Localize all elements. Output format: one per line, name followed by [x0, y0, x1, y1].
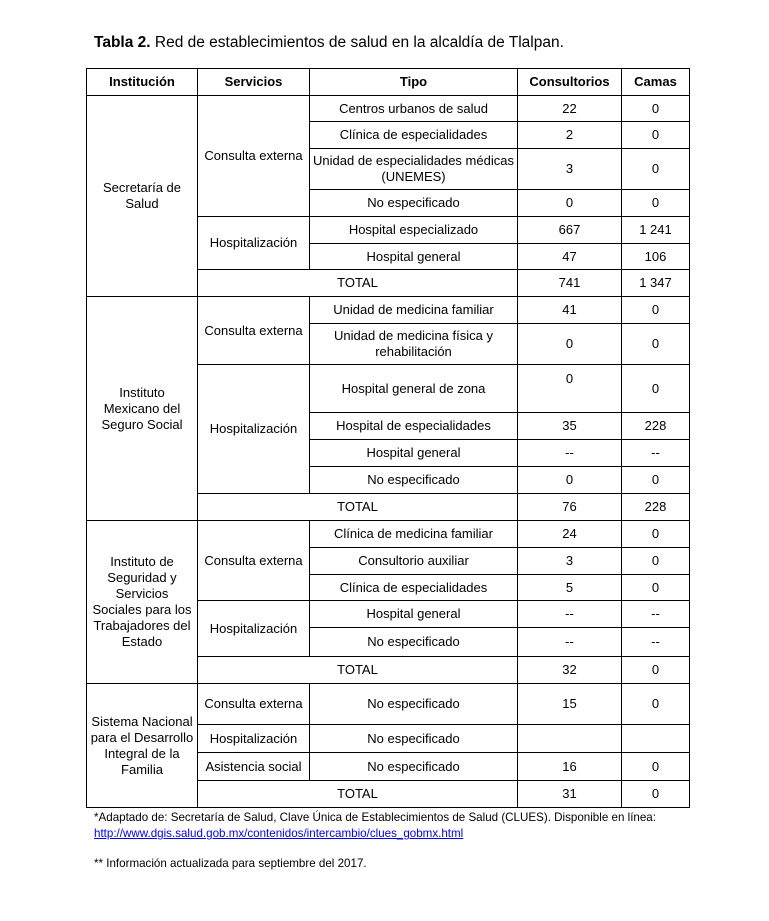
total-label: TOTAL: [198, 657, 518, 684]
total-camas: 0: [622, 657, 690, 684]
camas-cell: 0: [622, 149, 690, 190]
camas-cell: --: [622, 628, 690, 657]
tipo-cell: Clínica de especialidades: [310, 122, 518, 149]
source-text: *Adaptado de: Secretaría de Salud, Clave Única de Establecimientos de Salud (CLUES). Disponible en línea:: [94, 811, 656, 824]
institution-ssa: Secretaría de Salud: [87, 96, 198, 297]
tipo-cell: Unidad de especialidades médicas (UNEMES): [310, 149, 518, 190]
total-consultorios: 31: [518, 781, 622, 808]
service-hosp-ssa: Hospitalización: [198, 217, 310, 270]
tipo-cell: No especificado: [310, 684, 518, 725]
camas-cell: 0: [622, 684, 690, 725]
tipo-cell: Hospital general: [310, 440, 518, 467]
camas-cell: 0: [622, 190, 690, 217]
tipo-cell: Clínica de medicina familiar: [310, 521, 518, 548]
service-consulta-issste: Consulta externa: [198, 521, 310, 601]
camas-cell: --: [622, 601, 690, 628]
camas-cell: 0: [622, 575, 690, 601]
total-consultorios: 76: [518, 494, 622, 521]
service-consulta-ssa: Consulta externa: [198, 96, 310, 217]
total-label: TOTAL: [198, 494, 518, 521]
camas-cell: 0: [622, 96, 690, 122]
header-row: [87, 69, 690, 96]
consultorios-cell: --: [518, 601, 622, 628]
tipo-cell: Hospital general: [310, 244, 518, 270]
camas-cell: 0: [622, 753, 690, 781]
tipo-cell: Hospital general: [310, 601, 518, 628]
consultorios-cell: 41: [518, 297, 622, 324]
tipo-cell: Clínica de especialidades: [310, 575, 518, 601]
consultorios-cell: 15: [518, 684, 622, 725]
update-note: ** Información actualizada para septiembre del 2017.: [94, 857, 367, 870]
camas-cell: 0: [622, 297, 690, 324]
table-number: Tabla 2.: [94, 34, 151, 51]
total-consultorios: 32: [518, 657, 622, 684]
clues-link[interactable]: http://www.dgis.salud.gob.mx/contenidos/intercambio/clues_gobmx.html: [94, 827, 464, 840]
header-tipo: Tipo: [310, 69, 518, 96]
institution-imss: Instituto Mexicano del Seguro Social: [87, 297, 198, 521]
institution-dif: Sistema Nacional para el Desarrollo Integral de la Familia: [87, 684, 198, 808]
establishments-table: [86, 68, 690, 808]
camas-cell: 0: [622, 122, 690, 149]
consultorios-cell: 5: [518, 575, 622, 601]
camas-cell: [622, 725, 690, 753]
tipo-cell: No especificado: [310, 753, 518, 781]
source-note: [94, 810, 694, 842]
camas-cell: 0: [622, 324, 690, 365]
table-title: [94, 34, 564, 52]
consultorios-cell: [518, 725, 622, 753]
camas-cell: 0: [622, 365, 690, 413]
service-consulta-dif: Consulta externa: [198, 684, 310, 725]
consultorios-cell: 3: [518, 149, 622, 190]
service-consulta-imss: Consulta externa: [198, 297, 310, 365]
tipo-cell: Unidad de medicina física y rehabilitación: [310, 324, 518, 365]
table-row: [87, 96, 690, 122]
tipo-cell: No especificado: [310, 467, 518, 494]
table-caption: Red de establecimientos de salud en la alcaldía de Tlalpan.: [154, 34, 564, 51]
tipo-cell: No especificado: [310, 628, 518, 657]
consultorios-cell: --: [518, 628, 622, 657]
consultorios-cell: 22: [518, 96, 622, 122]
consultorios-cell: 16: [518, 753, 622, 781]
table-row: [87, 297, 690, 324]
consultorios-cell: 0: [518, 190, 622, 217]
consultorios-cell: 3: [518, 548, 622, 575]
total-label: TOTAL: [198, 270, 518, 297]
consultorios-cell: 24: [518, 521, 622, 548]
camas-cell: 0: [622, 467, 690, 494]
consultorios-cell: 47: [518, 244, 622, 270]
consultorios-cell: --: [518, 440, 622, 467]
total-label: TOTAL: [198, 781, 518, 808]
consultorios-cell: 667: [518, 217, 622, 244]
tipo-cell: No especificado: [310, 725, 518, 753]
service-hosp-imss: Hospitalización: [198, 365, 310, 494]
tipo-cell: No especificado: [310, 190, 518, 217]
tipo-cell: Centros urbanos de salud: [310, 96, 518, 122]
table-notes: [94, 810, 694, 872]
service-hosp-dif: Hospitalización: [198, 725, 310, 753]
header-institucion: Institución: [87, 69, 198, 96]
camas-cell: 0: [622, 521, 690, 548]
total-consultorios: 741: [518, 270, 622, 297]
tipo-cell: Hospital especializado: [310, 217, 518, 244]
consultorios-cell: 35: [518, 413, 622, 440]
camas-cell: --: [622, 440, 690, 467]
service-hosp-issste: Hospitalización: [198, 601, 310, 657]
tipo-cell: Unidad de medicina familiar: [310, 297, 518, 324]
total-camas: 228: [622, 494, 690, 521]
service-asistencia-dif: Asistencia social: [198, 753, 310, 781]
tipo-cell: Hospital general de zona: [310, 365, 518, 413]
consultorios-cell: 0: [518, 324, 622, 365]
total-camas: 0: [622, 781, 690, 808]
header-consultorios: Consultorios: [518, 69, 622, 96]
camas-cell: 1 241: [622, 217, 690, 244]
camas-cell: 0: [622, 548, 690, 575]
institution-issste: Instituto de Seguridad y Servicios Sociales para los Trabajadores del Estado: [87, 521, 198, 684]
table-row: [87, 521, 690, 548]
consultorios-cell: 0: [518, 365, 622, 413]
camas-cell: 228: [622, 413, 690, 440]
camas-cell: 106: [622, 244, 690, 270]
tipo-cell: Hospital de especialidades: [310, 413, 518, 440]
header-servicios: Servicios: [198, 69, 310, 96]
tipo-cell: Consultorio auxiliar: [310, 548, 518, 575]
table-row: [87, 684, 690, 725]
header-camas: Camas: [622, 69, 690, 96]
consultorios-cell: 2: [518, 122, 622, 149]
consultorios-cell: 0: [518, 467, 622, 494]
total-camas: 1 347: [622, 270, 690, 297]
